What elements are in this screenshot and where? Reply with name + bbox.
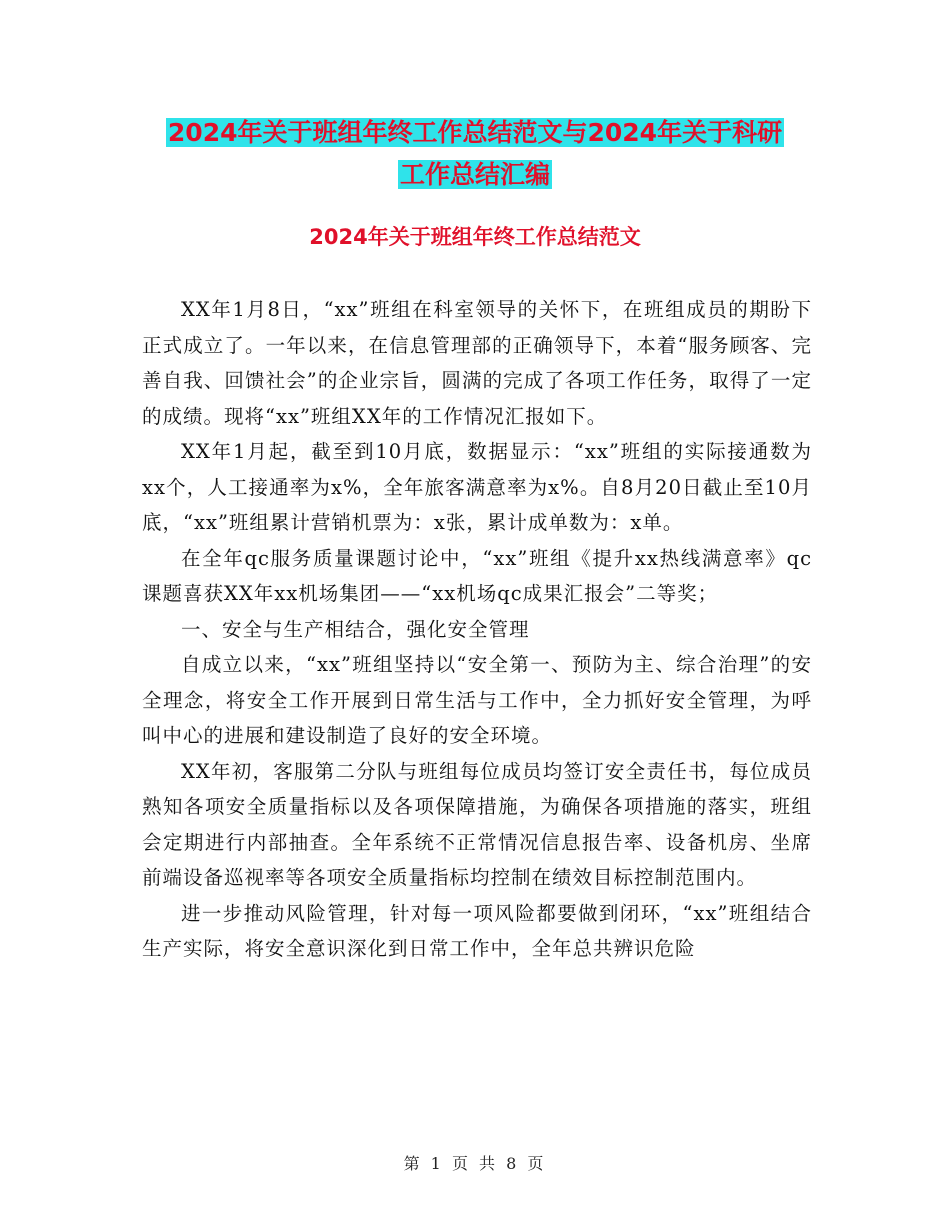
document-title (0, 112, 950, 196)
section-title: 2024年关于班组年终工作总结范文 (309, 225, 641, 249)
section-heading: 一、安全与生产相结合，强化安全管理 (181, 617, 530, 641)
paragraph: XX年1月8日，“xx”班组在科室领导的关怀下，在班组成员的期盼下正式成立了。一年以来，在信息管理部的正确领导下，本着“服务顾客、完善自我、回馈社会”的企业宗旨，圆满的完成了各项工作任务，取得了一定的成绩。现将“xx”班组XX年的工作情况汇报如下。 (142, 298, 812, 428)
paragraph: 自成立以来，“xx”班组坚持以“安全第一、预防为主、综合治理”的安全理念，将安全工作开展到日常生活与工作中，全力抓好安全管理，为呼叫中心的进展和建设制造了良好的安全环境。 (142, 653, 812, 747)
paragraph: XX年1月起，截至到10月底，数据显示：“xx”班组的实际接通数为xx个，人工接通率为x%，全年旅客满意率为x%。自8月20日截止至10月底，“xx”班组累计营销机票为：x张，累计成单数为：x单。 (142, 440, 812, 534)
document-body (142, 292, 812, 967)
paragraph: 进一步推动风险管理，针对每一项风险都要做到闭环，“xx”班组结合生产实际，将安全意识深化到日常工作中，全年总共辨识危险 (142, 901, 812, 960)
title-line-2: 工作总结汇编 (399, 160, 550, 189)
page-footer: 第 1 页 共 8 页 (403, 1154, 547, 1173)
title-line-1: 2024年关于班组年终工作总结范文与2024年关于科研 (167, 118, 783, 147)
paragraph: 在全年qc服务质量课题讨论中，“xx”班组《提升xx热线满意率》qc课题喜获XX年xx机场集团——“xx机场qc成果汇报会”二等奖； (142, 546, 812, 605)
paragraph: XX年初，客服第二分队与班组每位成员均签订安全责任书，每位成员熟知各项安全质量指标以及各项保障措施，为确保各项措施的落实，班组会定期进行内部抽查。全年系统不正常情况信息报告率、设备机房、坐席前端设备巡视率等各项安全质量指标均控制在绩效目标控制范围内。 (142, 759, 812, 889)
